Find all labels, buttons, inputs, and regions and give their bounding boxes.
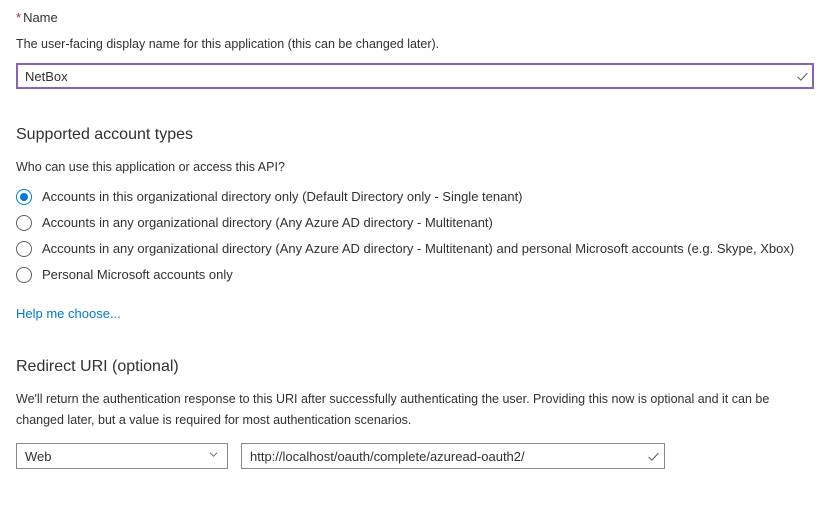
- supported-account-types-heading: Supported account types: [16, 126, 194, 143]
- radio-icon[interactable]: [16, 241, 32, 257]
- redirect-uri-description-line1: We'll return the authentication response to this URI after successfully authenticating the user. Providing this now is optional and it can be: [16, 392, 770, 406]
- redirect-uri-heading: Redirect URI (optional): [16, 358, 179, 375]
- name-input[interactable]: [17, 64, 791, 88]
- redirect-uri-row: [16, 443, 813, 469]
- checkmark-icon: [791, 64, 813, 88]
- radio-option-multitenant[interactable]: [16, 214, 813, 232]
- redirect-uri-input[interactable]: [242, 444, 642, 468]
- radio-option-single-tenant[interactable]: [16, 188, 813, 206]
- chevron-down-icon: [208, 449, 219, 463]
- radio-option-label: Accounts in this organizational directory only (Default Directory only - Single tenant): [42, 189, 523, 204]
- name-label: [16, 10, 813, 26]
- name-description: The user-facing display name for this application (this can be changed later).: [16, 37, 440, 51]
- radio-option-multitenant-and-personal[interactable]: [16, 240, 813, 258]
- radio-icon[interactable]: [16, 189, 32, 205]
- radio-option-label: Personal Microsoft accounts only: [42, 267, 233, 282]
- name-input-container[interactable]: [16, 63, 814, 89]
- radio-icon[interactable]: [16, 267, 32, 283]
- checkmark-icon: [642, 444, 664, 468]
- redirect-uri-description-line2: changed later, but a value is required for most authentication scenarios.: [16, 413, 412, 427]
- radio-icon[interactable]: [16, 215, 32, 231]
- radio-option-personal-only[interactable]: [16, 266, 813, 284]
- radio-option-label: Accounts in any organizational directory (Any Azure AD directory - Multitenant) and personal Microsoft accounts (e.g. Skype, Xbox): [42, 241, 795, 256]
- platform-select-value: Web: [25, 448, 52, 464]
- required-asterisk: *: [16, 10, 22, 25]
- platform-select[interactable]: [16, 443, 228, 469]
- account-types-question: Who can use this application or access this API?: [16, 160, 285, 174]
- help-me-choose-link[interactable]: Help me choose...: [16, 306, 121, 321]
- name-label-text: Name: [23, 10, 58, 25]
- redirect-uri-input-container[interactable]: [241, 443, 665, 469]
- radio-option-label: Accounts in any organizational directory (Any Azure AD directory - Multitenant): [42, 215, 493, 230]
